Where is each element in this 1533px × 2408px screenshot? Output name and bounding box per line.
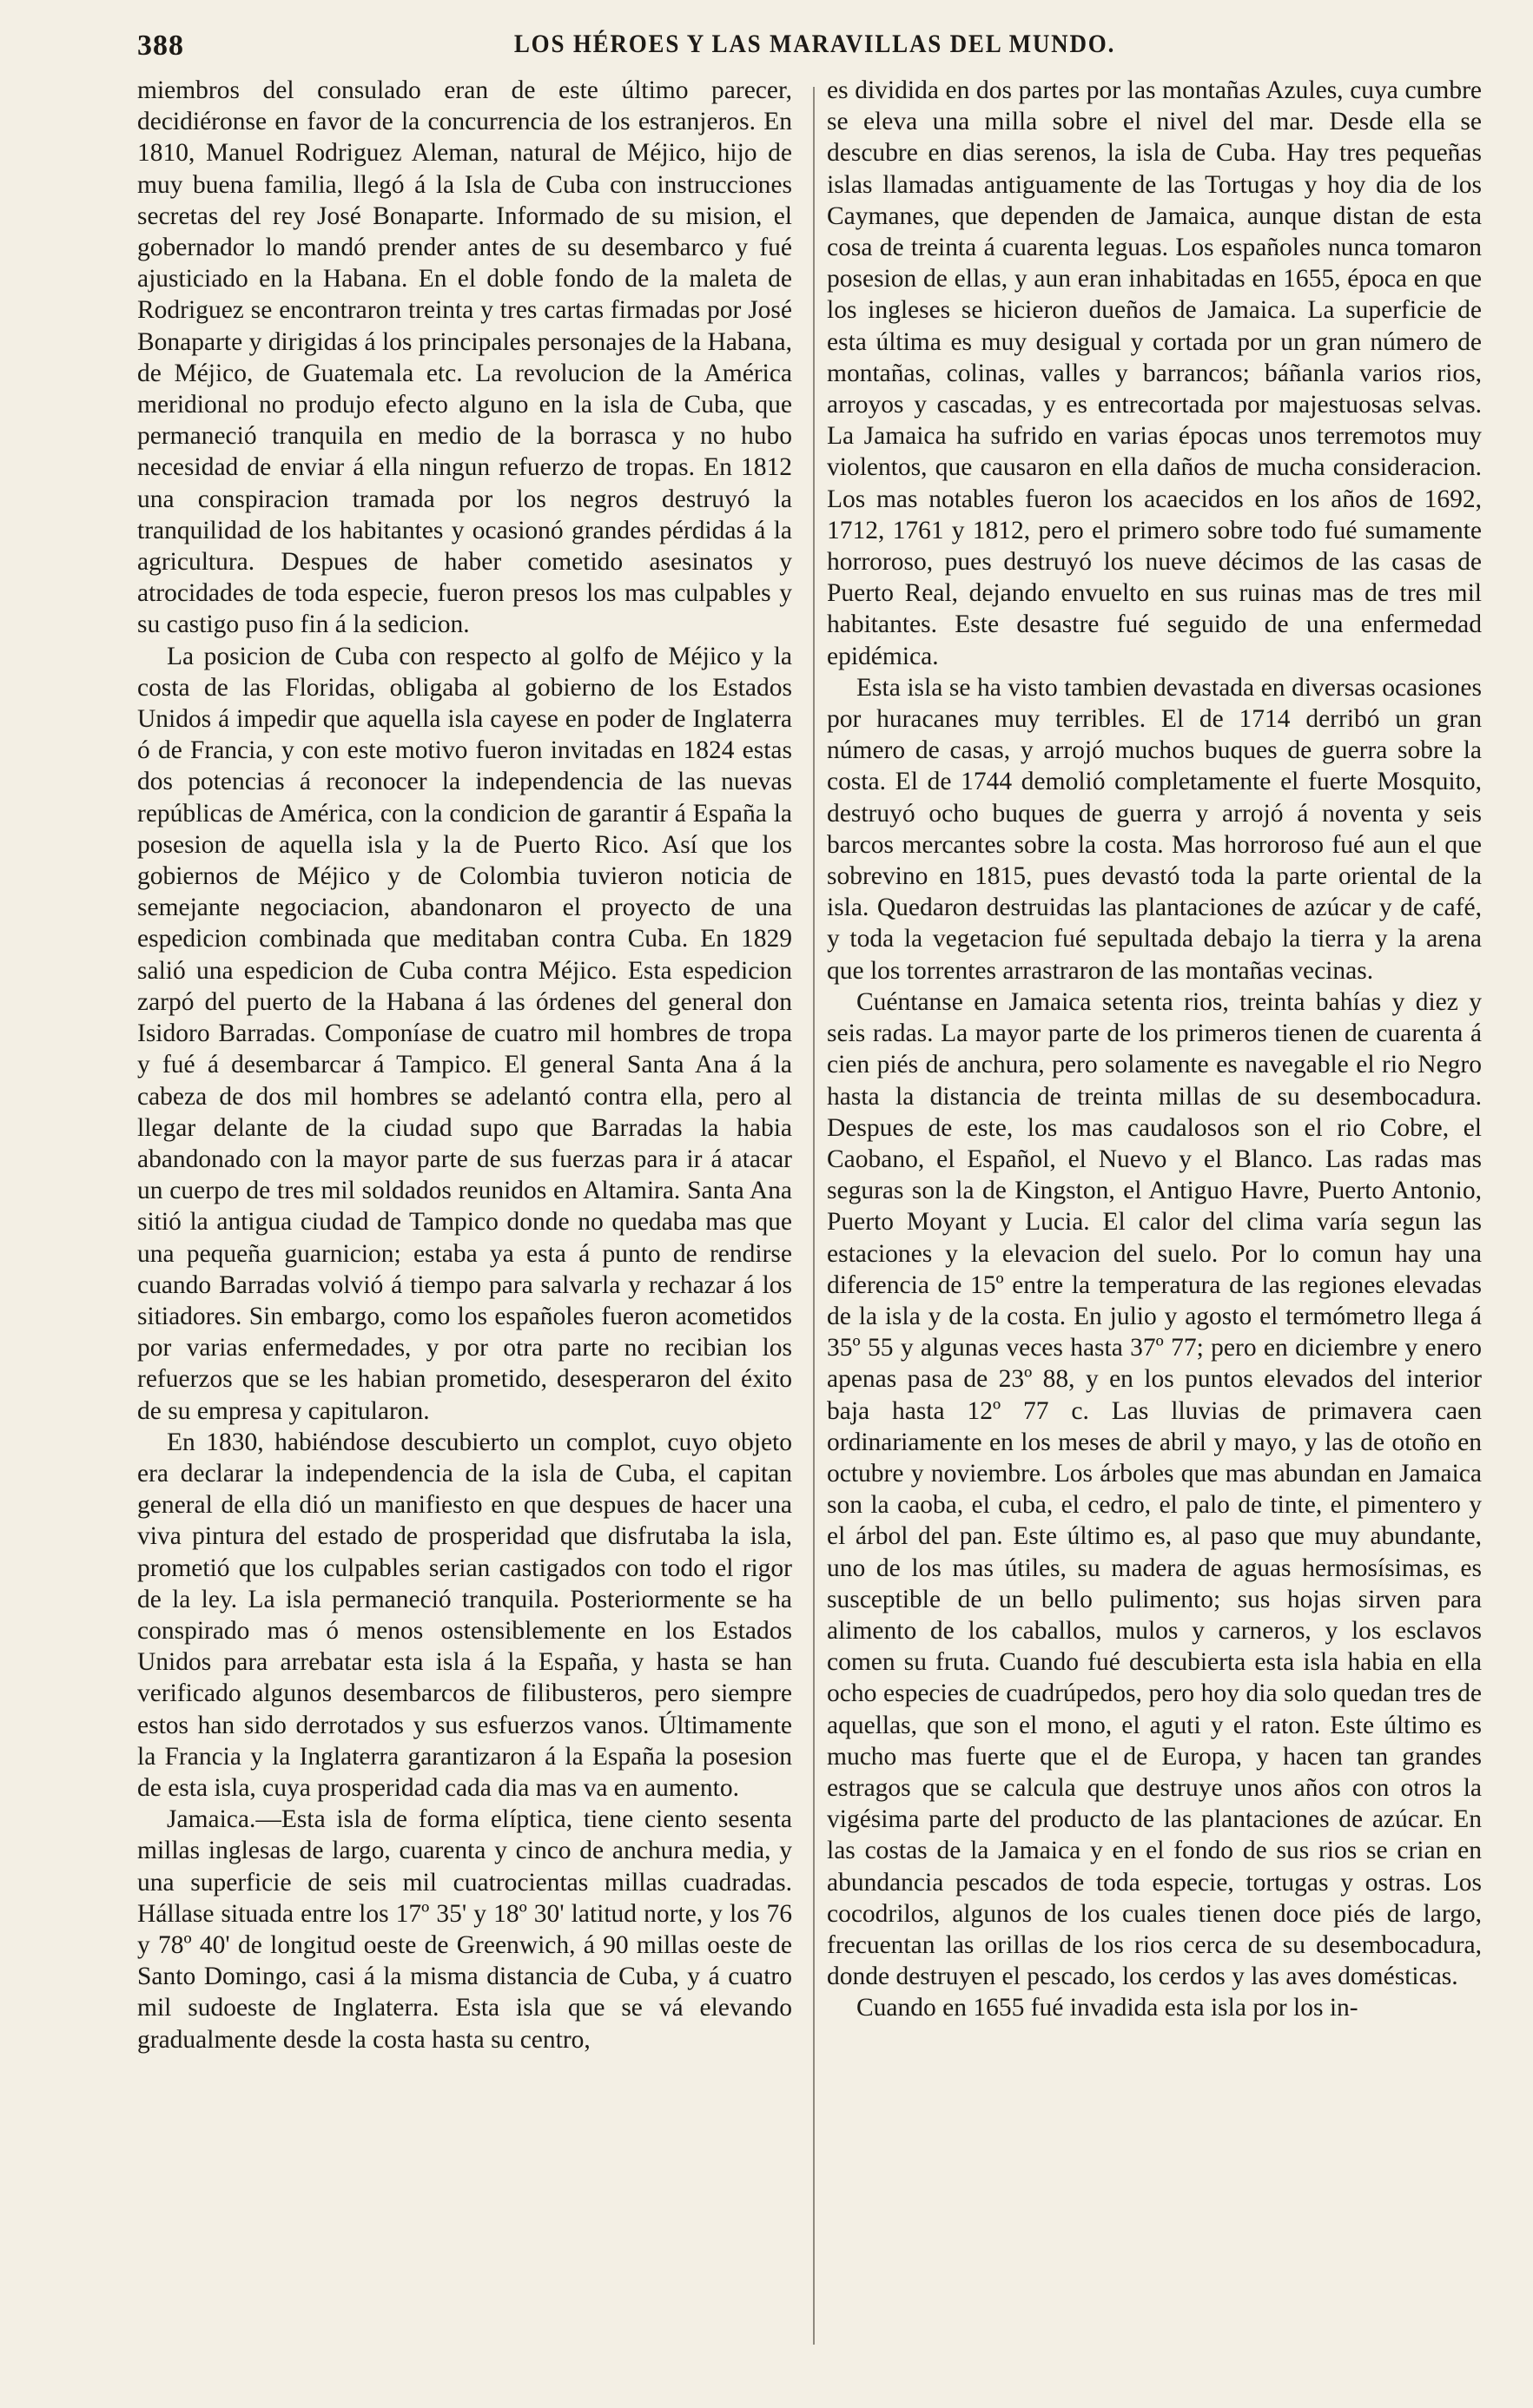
paragraph: Esta isla se ha visto tambien devastada en diversas ocasiones por huracanes muy terribles. El de 1714 derribó un gran número de casas, y arrojó muchos buques de guerra sobre la costa. El de 1744 demolió completamente el fuerte Mosquito, destruyó ocho buques de guerra y arrojó á noventa y seis barcos mercantes sobre la costa. Mas horroroso fué aun el que sobrevino en 1815, pues devastó toda la parte oriental de la isla. Quedaron destruidas las plantaciones de azúcar y de café, y toda la vegetacion fué sepultada debajo la tierra y la arena que los torrentes arrastraron de las montañas vecinas. (827, 673, 1482, 985)
paragraph: La posicion de Cuba con respecto al golfo de Méjico y la costa de las Floridas, obligaba al gobierno de los Estados Unidos á impedir que aquella isla cayese en poder de Inglaterra ó de Francia, y con este motivo fueron invitadas en 1824 estas dos potencias á reconocer la independencia de las nuevas repúblicas de América, con la condicion de garantir á España la posesion de aquella isla y la de Puerto Rico. Así que los gobiernos de Méjico y de Colombia tuvieron noticia de semejante negociacion, abandonaron el proyecto de una espedicion combinada que meditaban contra Cuba. En 1829 salió una espedicion de Cuba contra Méjico. Esta espedicion zarpó del puerto de la Habana á las órdenes del general don Isidoro Barradas. Componíase de cuatro mil hombres de tropa y fué á desembarcar á Tampico. El general Santa Ana á la cabeza de dos mil hombres se adelantó contra ella, pero al llegar delante de la ciudad supo que Barradas la habia abandonado con la mayor parte de sus fuerzas para ir á atacar un cuerpo de tres mil soldados reunidos en Altamira. Santa Ana sitió la antigua ciudad de Tampico donde no quedaba mas que una pequeña guarnicion; estaba ya esta á punto de rendirse cuando Barradas volvió á tiempo para salvarla y rechazar á los sitiadores. Sin embargo, como los españoles fueron acometidos por varias enfermedades, y por otra parte no recibian los refuerzos que se les habian prometido, desesperaron del éxito de su empresa y capitularon. (137, 642, 792, 1425)
running-title: LOS HÉROES Y LAS MARAVILLAS DEL MUNDO. (513, 30, 1116, 58)
page-header (137, 24, 1492, 73)
paragraph: En 1830, habiéndose descubierto un complot, cuyo objeto era declarar la independencia de la isla de Cuba, el capitan general de ella dió un manifiesto en que despues de hacer una viva pintura del estado de prosperidad que disfrutaba la isla, prometió que los culpables serian castigados con todo el rigor de la ley. La isla permaneció tranquila. Posteriormente se ha conspirado mas ó menos ostensiblemente en los Estados Unidos para arrebatar esta isla á la España, y hasta se han verificado algunos desembarcos de filibusteros, pero siempre estos han sido derrotados y sus esfuerzos vanos. Últimamente la Francia y la Inglaterra garantizaron á la España la posesion de esta isla, cuya prosperidad cada dia mas va en aumento. (137, 1428, 792, 1802)
paragraph-jamaica: Jamaica.—Esta isla de forma elíptica, tiene ciento sesenta millas inglesas de largo, cuarenta y cinco de anchura media, y una superficie de seis mil cuatrocientas millas cuadradas. Hállase situada entre los 17º 35' y 18º 30' latitud norte, y los 76 y 78º 40' de longitud oeste de Greenwich, á 90 millas oeste de Santo Domingo, casi á la misma distancia de Cuba, y á cuatro mil sudoeste de Inglaterra. Esta isla que se vá elevando gradualmente desde la costa hasta su centro, (137, 1805, 792, 2054)
paragraph: Cuando en 1655 fué invadida esta isla por los in- (856, 1994, 1358, 2022)
paragraph: es dividida en dos partes por las montañas Azules, cuya cumbre se eleva una milla sobre el nivel del mar. Desde ella se descubre en dias serenos, la isla de Cuba. Hay tres pequeñas islas llamadas antiguamente de las Tortugas y hoy dia de los Caymanes, que dependen de Jamaica, aunque distan de esta cosa de treinta á cuarenta leguas. Los españoles nunca tomaron posesion de ellas, y aun eran inhabitadas en 1655, época en que los ingleses se hicieron dueños de Jamaica. La superficie de esta última es muy desigual y cortada por un gran número de montañas, colinas, valles y barrancos; báñanla varios rios, arroyos y cascadas, y es entrecortada por majestuosas selvas. La Jamaica ha sufrido en varias épocas unos terremotos muy violentos, que causaron en ella daños de mucha consideracion. Los mas notables fueron los acaecidos en los años de 1692, 1712, 1761 y 1812, pero el primero sobre todo fué sumamente horroroso, pues destruyó los nueve décimos de las casas de Puerto Real, dejando envuelto en sus ruinas mas de tres mil habitantes. Este desastre fué seguido de una enfermedad epidémica. (827, 76, 1482, 670)
paragraph: Cuéntanse en Jamaica setenta rios, treinta bahías y diez y seis radas. La mayor parte de los primeros tienen de cuarenta á cien piés de anchura, pero solamente es navegable el rio Negro hasta la distancia de treinta millas de su desembocadura. Despues de este, los mas caudalosos son el rio Cobre, el Caobano, el Español, el Nuevo y el Blanco. Las radas mas seguras son la de Kingston, el Antiguo Havre, Puerto Antonio, Puerto Moyant y Lucia. El calor del clima varía segun las estaciones y la elevacion del suelo. Por lo comun hay una diferencia de 15º entre la temperatura de las regiones elevadas de la isla y de la costa. En julio y agosto el termómetro llega á 35º 55 y algunas veces hasta 37º 77; pero en diciembre y enero apenas pasa de 23º 88, y en los puntos elevados del interior baja hasta 12º 77 c. Las lluvias de primavera caen ordinariamente en los meses de abril y mayo, y las de otoño en octubre y noviembre. Los árboles que mas abundan en Jamaica son la caoba, el cuba, el cedro, el palo de tinte, el pimentero y el árbol del pan. Este último es, al paso que muy abundante, uno de los mas útiles, su madera de aguas hermosísimas, es susceptible de un bello pulimento; sus hojas sirven para alimento de los caballos, mulos y carneros, y los esclavos comen su fruta. Cuando fué descubierta esta isla habia en ella ocho especies de cuadrúpedos, pero hoy dia solo quedan tres de aquellas, que son el mono, el aguti y el raton. Este último es mucho mas fuerte que el de Europa, y hacen tan grandes estragos que se calcula que destruye unos años con otros la vigésima parte del producto de las plantaciones de azúcar. En las costas de la Jamaica y en el fondo de sus rios se crian en abundancia pescados de toda especie, tortugas y ostras. Los cocodrilos, algunos de los cuales tienen doce piés de largo, frecuentan las orillas de los rios cerca de su desembocadura, donde destruyen el pescado, los cerdos y las aves domésticas. (827, 987, 1482, 1991)
right-column (827, 75, 1482, 2350)
column-divider (813, 87, 815, 2345)
paragraph: miembros del consulado eran de este último parecer, decidiéronse en favor de la concurrencia de los estranjeros. En 1810, Manuel Rodriguez Aleman, natural de Méjico, hijo de muy buena familia, llegó á la Isla de Cuba con instrucciones secretas del rey José Bonaparte. Informado de su mision, el gobernador lo mandó prender antes de su desembarco y fué ajusticiado en la Habana. En el doble fondo de la maleta de Rodriguez se encontraron treinta y tres cartas firmadas por José Bonaparte y dirigidas á los principales personajes de la Habana, de Méjico, de Guatemala etc. La revolucion de la América meridional no produjo efecto alguno en la isla de Cuba, que permaneció tranquila en medio de la borrasca y no hubo necesidad de enviar á ella ningun refuerzo de tropas. En 1812 una conspiracion tramada por los negros destruyó la tranquilidad de los habitantes y ocasionó grandes pérdidas á la agricultura. Despues de haber cometido asesinatos y atrocidades de toda especie, fueron presos los mas culpables y su castigo puso fin á la sedicion. (137, 76, 792, 639)
page-number: 388 (137, 30, 184, 62)
left-column (137, 75, 792, 2350)
